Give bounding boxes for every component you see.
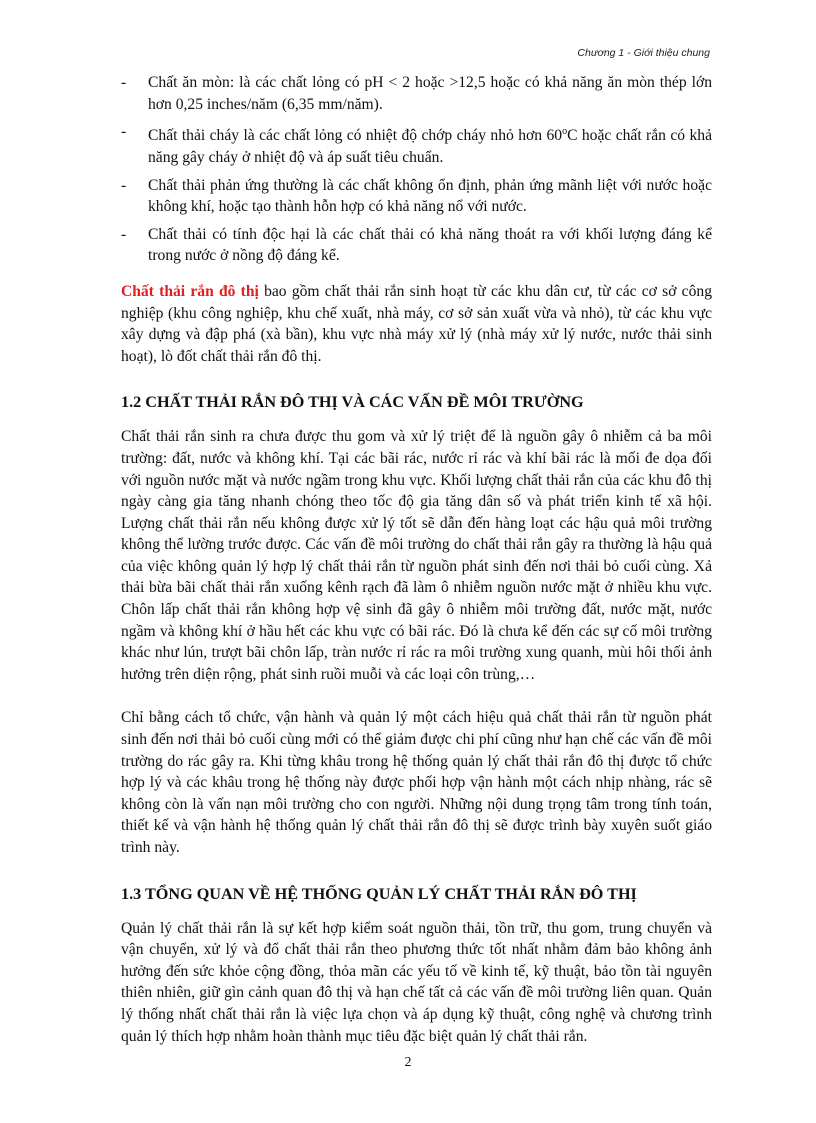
list-item-text-before: Chất thải cháy là các chất lỏng có nhiệt độ chớp cháy nhỏ hơn 60	[148, 127, 563, 145]
bullet-dash: -	[121, 74, 127, 91]
bullet-dash: -	[121, 225, 127, 243]
hazard-list	[121, 72, 712, 267]
bullet-dash: -	[121, 123, 127, 141]
list-item-text: Chất thải có tính độc hại là các chất thải có khả năng thoát ra với khối lượng đáng kể trong nước ở nồng độ đáng kể.	[148, 225, 712, 265]
section-heading-1-2: 1.2 CHẤT THẢI RẮN ĐÔ THỊ VÀ CÁC VẤN ĐỀ MÔI TRƯỜNG	[121, 393, 584, 412]
list-item-text-after: C hoặc chất rắn có khả năng gây cháy ở nhiệt độ và áp suất tiêu chuẩn.	[148, 127, 712, 166]
list-item	[121, 121, 712, 168]
bullet-dash: -	[121, 176, 127, 194]
definition-paragraph	[121, 281, 712, 367]
list-item-text: Chất ăn mòn: là các chất lỏng có pH < 2 hoặc >12,5 hoặc có khả năng ăn mòn thép lớn hơn 0,25 inches/năm (6,35 mm/năm).	[148, 74, 712, 113]
defined-term: Chất thải rắn đô thị	[121, 282, 259, 300]
definition-text: bao gồm chất thải rắn sinh hoạt từ các khu dân cư, từ các cơ sở công nghiệp (khu công nghiệp, khu chế xuất, nhà máy, cơ sở sản xuất vừa và nhỏ), từ các khu vực xây dựng và đập phá (xà bần), khu vực nhà máy xử lý (nhà máy xử lý nước, nước thải sinh hoạt), lò đốt chất thải rắn đô thị.	[121, 282, 712, 365]
running-header: Chương 1 - Giới thiệu chung	[577, 47, 710, 59]
page-number: 2	[404, 1055, 412, 1070]
body-paragraph: Quản lý chất thải rắn là sự kết hợp kiểm soát nguồn thải, tồn trữ, thu gom, trung chuyển và vận chuyển, xử lý và đổ chất thải rắn theo phương thức tốt nhất nhằm đảm bảo không ảnh hưởng đến sức khỏe cộng đồng, thỏa mãn các yếu tố về kinh tế, kỹ thuật, bảo tồn tài nguyên thiên nhiên, giữ gìn cảnh quan đô thị và hạn chế tất cả các vấn đề môi trường liên quan. Quản lý thống nhất chất thải rắn là việc lựa chọn và áp dụng kỹ thuật, công nghệ và chương trình quản lý thích hợp nhằm hoàn thành mục tiêu đặc biệt quản lý chất thải rắn.	[121, 919, 712, 1045]
body-paragraph: Chỉ bằng cách tổ chức, vận hành và quản lý một cách hiệu quả chất thải rắn từ nguồn phát sinh đến nơi thải bỏ cuối cùng mới có thể giảm được chi phí cũng như hạn chế các vấn đề môi trường do rác gây ra. Khi từng khâu trong hệ thống quản lý chất thải rắn đô thị được tổ chức hợp lý và các khâu trong hệ thống này được phối hợp vận hành một cách nhịp nhàng, rác sẽ không còn là vấn nạn môi trường cho con người. Những nội dung trọng tâm trong tính toán, thiết kế và vận hành hệ thống quản lý chất thải rắn đô thị sẽ được trình bày xuyên suốt giáo trình này.	[121, 709, 712, 856]
page-content	[121, 72, 712, 1047]
list-item-text: Chất thải phản ứng thường là các chất không ổn định, phản ứng mãnh liệt với nước hoặc không khí, hoặc tạo thành hỗn hợp có khả năng nổ với nước.	[148, 176, 712, 216]
degree-superscript: o	[562, 126, 568, 138]
list-item-text	[148, 127, 712, 166]
list-item	[121, 72, 712, 115]
list-item	[121, 175, 712, 218]
list-item	[121, 224, 712, 267]
section-heading-1-3: 1.3 TỔNG QUAN VỀ HỆ THỐNG QUẢN LÝ CHẤT THẢI RẮN ĐÔ THỊ	[121, 884, 637, 903]
body-paragraph: Chất thải rắn sinh ra chưa được thu gom và xử lý triệt để là nguồn gây ô nhiễm cả ba môi trường: đất, nước và không khí. Tại các bãi rác, nước rỉ rác và khí bãi rác là mối đe dọa đối với nguồn nước mặt và nước ngầm trong khu vực. Khối lượng chất thải rắn của các khu đô thị ngày càng gia tăng nhanh chóng theo tốc độ gia tăng dân số và phát triển kinh tế xã hội. Lượng chất thải rắn nếu không được xử lý tốt sẽ dẫn đến hàng loạt các hậu quả môi trường không thể lường trước được. Các vấn đề môi trường do chất thải rắn gây ra thường là hậu quả của việc không quản lý hợp lý chất thải rắn từ nguồn phát sinh đến nơi thải bỏ cuối cùng. Xả thải bừa bãi chất thải rắn xuống kênh rạch đã làm ô nhiễm nguồn nước mặt ở nhiều khu vực. Chôn lấp chất thải rắn không hợp vệ sinh đã gây ô nhiễm môi trường đất, nước mặt, nước ngầm và không khí ở hầu hết các khu vực có bãi rác. Đó là chưa kể đến các sự cố môi trường khác như lún, trượt bãi chôn lấp, tràn nước rỉ rác ra môi trường xung quanh, mùi hôi thối ảnh hưởng trên diện rộng, phát sinh ruồi muỗi và các loại côn trùng,…	[121, 428, 712, 683]
